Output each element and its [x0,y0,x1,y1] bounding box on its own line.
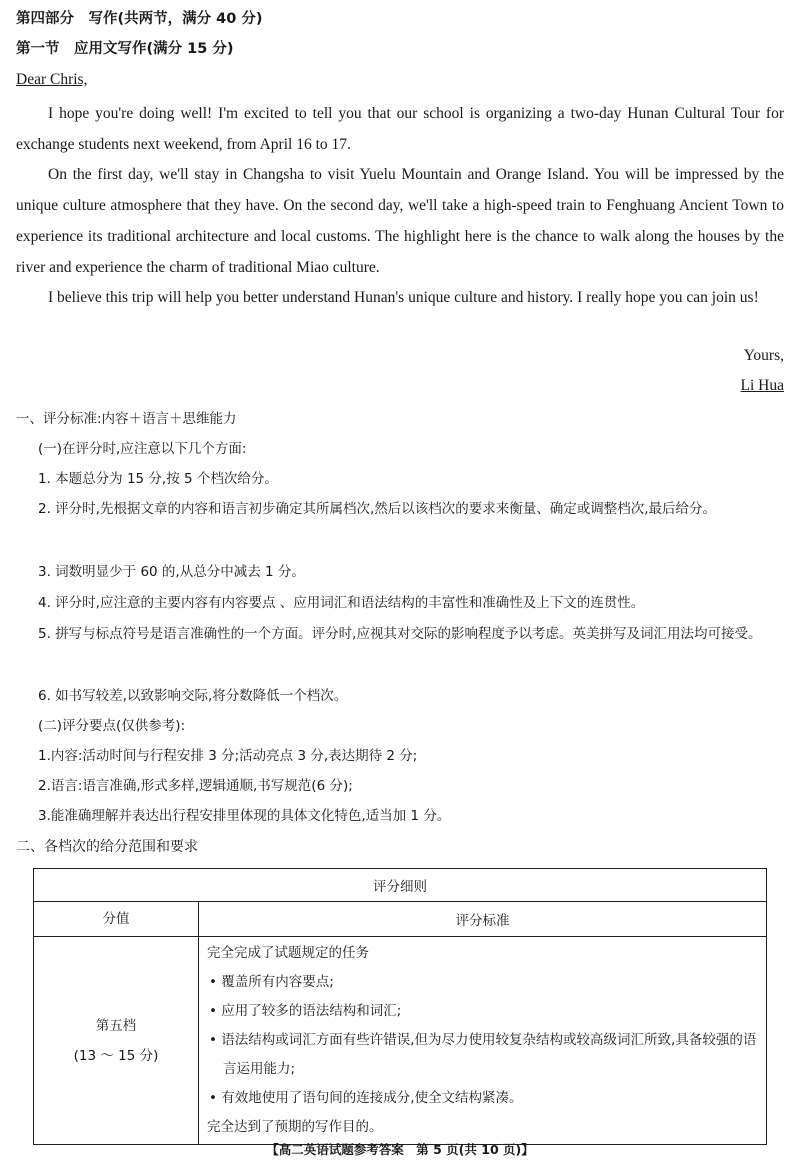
level-cell [34,937,199,1145]
section-title: 第一节 应用文写作(满分 15 分) [16,41,234,57]
criteria-bullet-1: • 覆盖所有内容要点; [209,974,334,990]
rubric-point-2: 2.语言:语言准确,形式多样,逻辑通顺,书写规范(6 分); [38,778,353,794]
level-range: (13 ～ 15 分) [73,1047,159,1064]
criteria-bullet-3 [207,1026,758,1084]
letter-signature: Li Hua [740,377,784,394]
rubric-point-3: 3.能准确理解并表达出行程安排里体现的具体文化特色,适当加 1 分。 [38,808,451,824]
table-header-criteria: 评分标准 [199,902,767,937]
table-caption: 评分细则 [34,869,767,902]
rubric-point-1: 1.内容:活动时间与行程安排 3 分;活动亮点 3 分,表达期待 2 分; [38,748,418,764]
rubric-item-2 [16,494,786,524]
rubric-item-4: 4. 评分时,应注意的主要内容有内容要点 、应用词汇和语法结构的丰富性和准确性及上下文的连贯性。 [38,595,645,611]
part-title: 第四部分 写作(共两节，满分 40 分) [16,11,263,27]
scoring-table [33,868,767,1145]
letter-paragraph-1: I hope you're doing well! I'm excited to tell you that our school is organizing a two-day Hunan Cultural Tour for exchange students next weekend, from April 16 to 17. [16,105,784,153]
table-header-score: 分值 [34,902,199,937]
criteria-outro: 完全达到了预期的写作目的。 [207,1119,383,1135]
letter-paragraph-3: I believe this trip will help you better understand Hunan's unique culture and history. I really hope you can join us! [48,289,759,306]
letter-closing: Yours, [743,347,784,364]
level-name: 第五档 [95,1017,137,1034]
rubric-heading-2: 二、各档次的给分范围和要求 [16,839,198,855]
rubric-heading-1: 一、评分标准:内容＋语言＋思维能力 [16,411,237,427]
page-footer: 【高二英语试题参考答案 第 5 页(共 10 页)】 [266,1142,534,1157]
criteria-bullet-3-text: • 语法结构或词汇方面有些许错误,但为尽力使用较复杂结构或较高级词汇所致,具备较强的语言运用能力; [209,1032,757,1077]
rubric-item-6: 6. 如书写较差,以致影响交际,将分数降低一个档次。 [38,688,348,704]
criteria-bullet-4: • 有效地使用了语句间的连接成分,使全文结构紧凑。 [209,1090,523,1106]
rubric-item-1: 1. 本题总分为 15 分,按 5 个档次给分。 [38,471,278,487]
criteria-intro: 完全完成了试题规定的任务 [207,945,369,961]
rubric-item-2-text: 2. 评分时,先根据文章的内容和语言初步确定其所属档次,然后以该档次的要求来衡量、确定或调整档次,最后给分。 [38,501,717,517]
rubric-item-5-text: 5. 拼写与标点符号是语言准确性的一个方面。评分时,应视其对交际的影响程度予以考虑。英美拼写及词汇用法均可接受。 [38,626,762,642]
letter-paragraph-2: On the first day, we'll stay in Changsha to visit Yuelu Mountain and Orange Island. You will be impressed by the unique culture atmosphere that they have. On the second day, we'll take a high-speed train to Fenghuang Ancient Town to experience its traditional architecture and local customs. The highlight here is the chance to walk along the houses by the river and experience the charm of traditional Miao culture. [16,166,784,276]
letter-salutation: Dear Chris, [16,71,88,88]
rubric-item-3: 3. 词数明显少于 60 的,从总分中减去 1 分。 [38,564,305,580]
criteria-cell [199,937,767,1145]
rubric-item-5 [16,619,786,649]
rubric-subheading-1: (一)在评分时,应注意以下几个方面: [38,441,247,457]
rubric-subheading-2: (二)评分要点(仅供参考): [38,718,186,734]
criteria-bullet-2: • 应用了较多的语法结构和词汇; [209,1003,402,1019]
table-row [34,937,767,1145]
